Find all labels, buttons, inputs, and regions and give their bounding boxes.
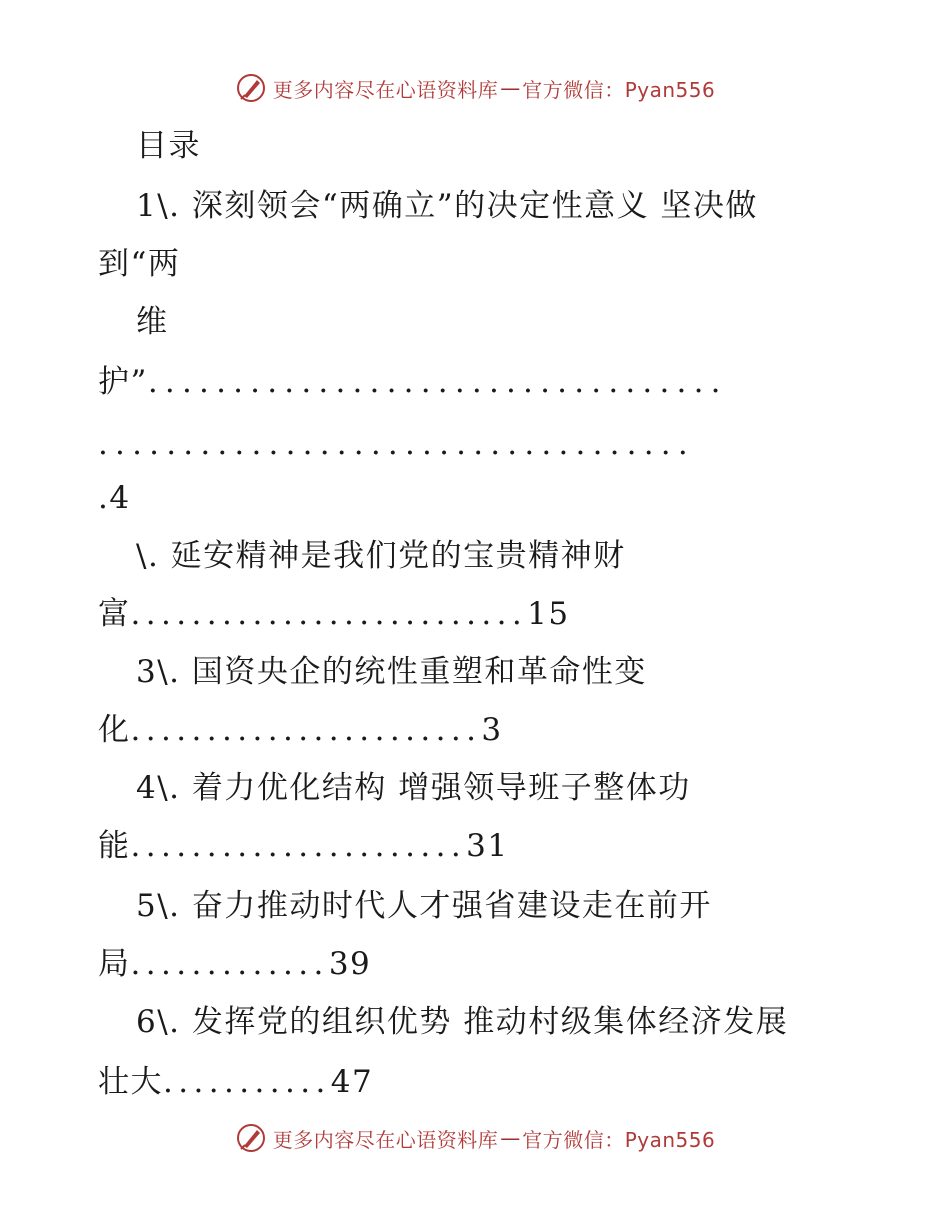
toc-entry-4-page: 31 xyxy=(466,828,509,864)
toc-entry-2-line-1[interactable]: \. 延安精神是我们党的宝贵精神财 xyxy=(136,538,626,574)
toc-entry-1-line-2[interactable]: 到“两 xyxy=(98,246,181,282)
toc-entry-5-page: 39 xyxy=(328,946,372,982)
toc-entry-6-line-1[interactable]: 6\. 发挥党的组织优势 推动村级集体经济发展 xyxy=(136,1004,789,1040)
toc-entry-2-page: 15 xyxy=(527,596,570,632)
toc-entry-1-leader-2: ................................... xyxy=(98,426,695,462)
quill-logo-icon xyxy=(235,1122,267,1154)
footer-separator: — xyxy=(500,1126,521,1150)
header-wechat: 官方微信：Pyan556 xyxy=(522,77,716,102)
toc-entry-3-page: 3 xyxy=(481,712,503,748)
toc-entry-1-line-1[interactable]: 1\. 深刻领会“两确立”的决定性意义 坚决做 xyxy=(136,188,758,224)
toc-entry-4-text: 能 xyxy=(98,828,131,864)
toc-entry-4-leader: ...................... xyxy=(130,828,467,864)
toc-entry-2-line-2[interactable] xyxy=(98,594,570,634)
toc-entry-3-text: 化 xyxy=(98,712,131,748)
header-separator: — xyxy=(500,76,521,100)
toc-entry-3-line-2[interactable] xyxy=(98,710,503,750)
header-text: 更多内容尽在心语资料库 xyxy=(272,77,499,102)
toc-entry-3-line-1[interactable]: 3\. 国资央企的统性重塑和革命性变 xyxy=(136,654,647,690)
footer-banner xyxy=(0,1122,950,1154)
toc-entry-1-text: 护” xyxy=(98,364,148,400)
toc-entry-6-leader: ........... xyxy=(163,1064,331,1100)
toc-entry-6-text: 壮大 xyxy=(98,1064,163,1100)
toc-entry-2-text: 富 xyxy=(98,596,131,632)
footer-text: 更多内容尽在心语资料库 xyxy=(272,1127,499,1152)
toc-entry-4-line-2[interactable] xyxy=(98,826,509,866)
toc-title: 目录 xyxy=(136,128,201,164)
toc-entry-5-line-1[interactable]: 5\. 奋力推动时代人才强省建设走在前开 xyxy=(136,888,712,924)
toc-entry-6-line-2[interactable] xyxy=(98,1062,373,1102)
header-banner xyxy=(0,72,950,104)
toc-entry-5-leader: ............. xyxy=(130,946,329,982)
toc-entry-1-page[interactable]: .4 xyxy=(98,480,131,516)
toc-entry-3-leader: ....................... xyxy=(130,712,482,748)
toc-entry-2-leader: .......................... xyxy=(130,596,528,632)
toc-entry-6-page: 47 xyxy=(330,1064,374,1100)
toc-entry-5-line-2[interactable] xyxy=(98,944,371,984)
toc-entry-1-line-3[interactable]: 维 xyxy=(136,304,169,340)
toc-entry-4-line-1[interactable]: 4\. 着力优化结构 增强领导班子整体功 xyxy=(136,770,691,806)
toc-entry-1-leader-1: .................................. xyxy=(147,364,728,400)
toc-entry-5-text: 局 xyxy=(98,946,131,982)
quill-logo-icon xyxy=(235,72,267,104)
toc-entry-1-line-4[interactable] xyxy=(98,362,728,402)
footer-wechat: 官方微信：Pyan556 xyxy=(522,1127,716,1152)
